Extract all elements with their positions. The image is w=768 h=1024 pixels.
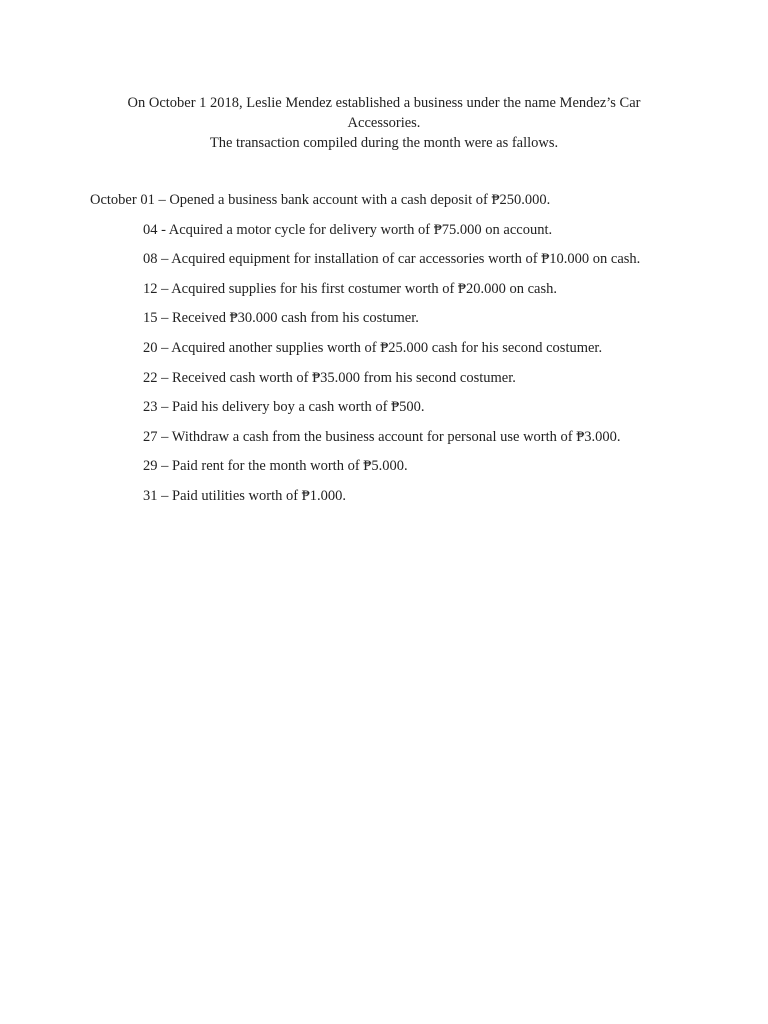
transaction-entry: 27 – Withdraw a cash from the business account for personal use worth of ₱3.000. bbox=[143, 428, 621, 445]
transaction-entry: October 01 – Opened a business bank account with a cash deposit of ₱250.000. bbox=[90, 192, 551, 208]
transaction-entry: 20 – Acquired another supplies worth of ₱25.000 cash for his second costumer. bbox=[143, 339, 603, 356]
transaction-entry: 31 – Paid utilities worth of ₱1.000. bbox=[143, 487, 346, 504]
transaction-entry: 23 – Paid his delivery boy a cash worth of ₱500. bbox=[143, 399, 425, 416]
transaction-entry: 29 – Paid rent for the month worth of ₱5.000. bbox=[143, 458, 408, 475]
intro-line-1: On October 1 2018, Leslie Mendez established a business under the name Mendez’s Car Accessories. bbox=[127, 95, 641, 131]
transaction-entry: 04 - Acquired a motor cycle for delivery worth of ₱75.000 on account. bbox=[143, 221, 553, 238]
intro-line-2: The transaction compiled during the month were as fallows. bbox=[209, 135, 559, 151]
transaction-entry: 22 – Received cash worth of ₱35.000 from his second costumer. bbox=[143, 369, 516, 386]
transaction-entry: 08 – Acquired equipment for installation of car accessories worth of ₱10.000 on cash. bbox=[143, 251, 641, 268]
transaction-entry: 15 – Received ₱30.000 cash from his costumer. bbox=[143, 310, 419, 327]
transaction-entry: 12 – Acquired supplies for his first costumer worth of ₱20.000 on cash. bbox=[143, 280, 558, 297]
transaction-list bbox=[0, 189, 768, 515]
intro-paragraph bbox=[100, 93, 668, 153]
